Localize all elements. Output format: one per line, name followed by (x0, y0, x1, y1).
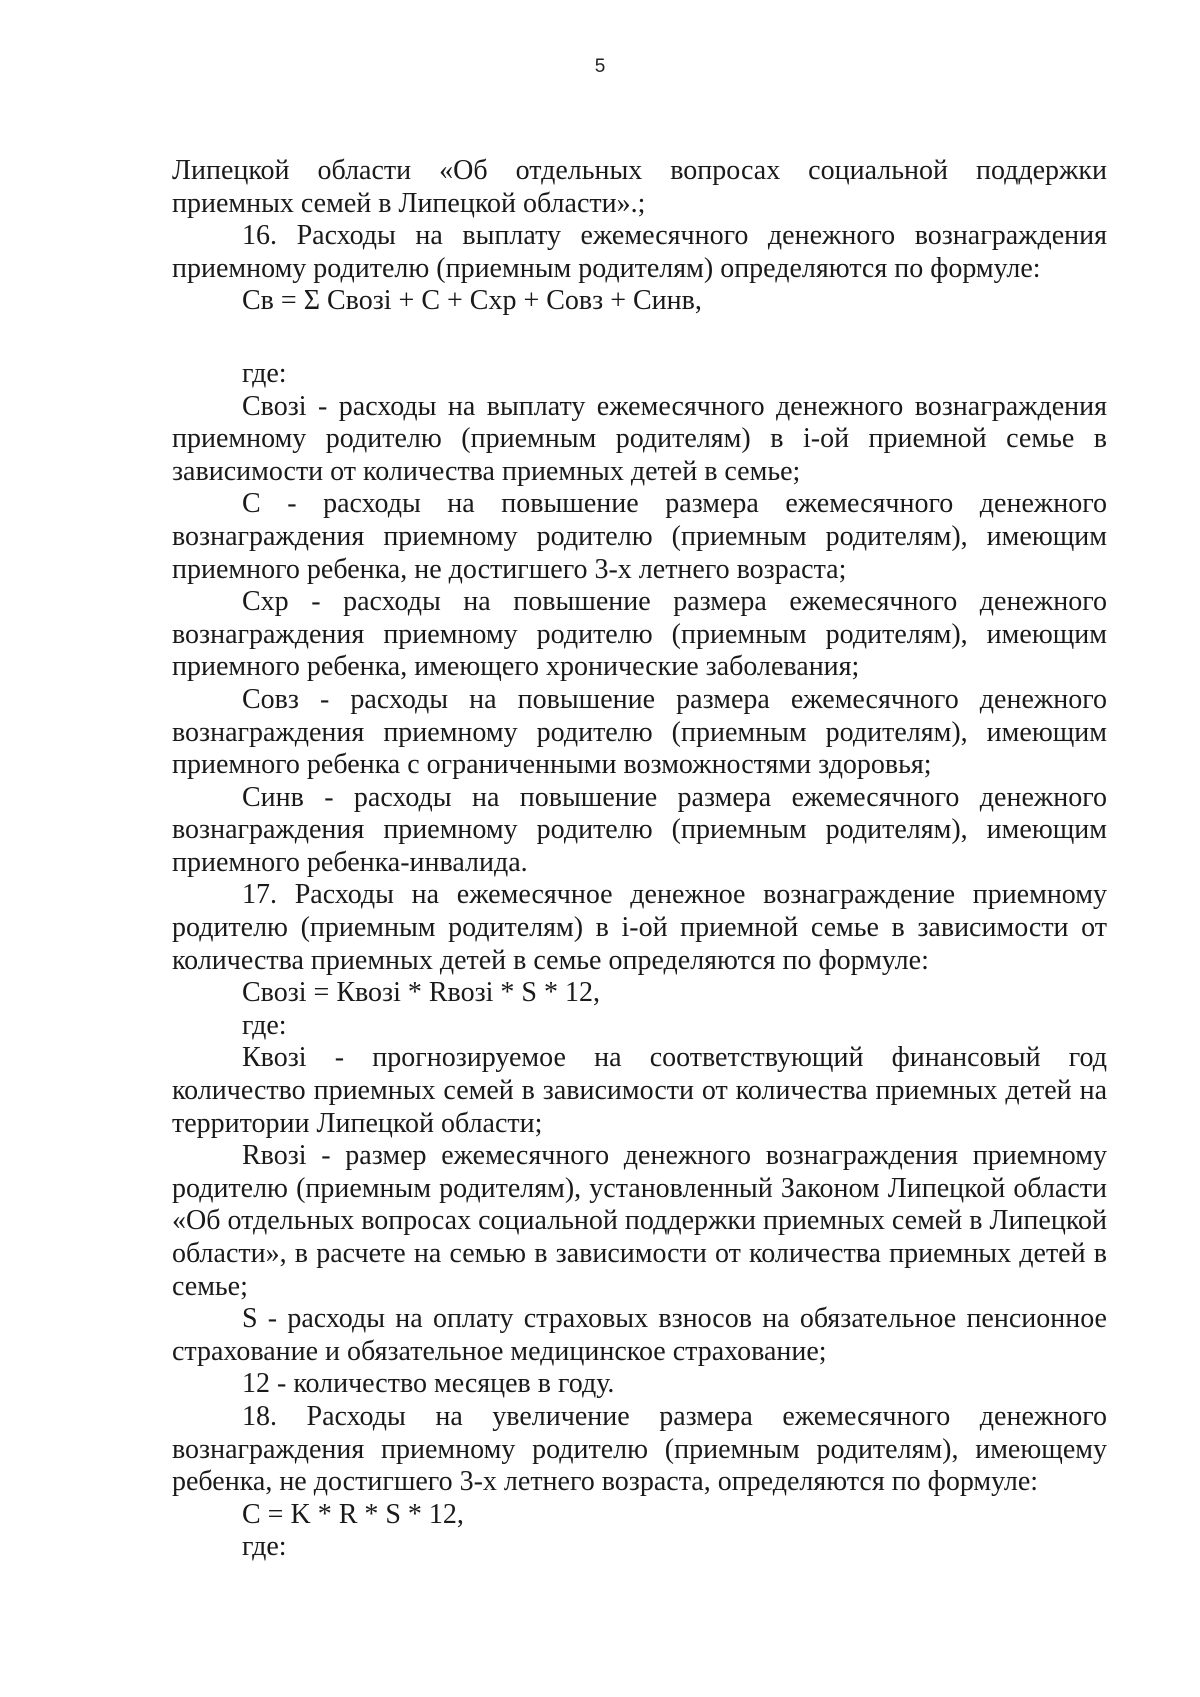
document-body (172, 155, 1107, 1564)
definition-sovz: Совз - расходы на повышение размера ежемесячного денежного вознаграждения приемному родителю (приемным родителям), имеющим приемного ребенка с ограниченными возможностями здоровья; (172, 683, 1107, 781)
vertical-gap (172, 318, 1107, 358)
formula-total: Св = Σ Свозі + С + Схр + Совз + Синв, (242, 285, 702, 317)
formula-svozi: Свозі = Квозі * Rвозі * S * 12, (242, 977, 600, 1009)
paragraph-item-18: 18. Расходы на увеличение размера ежемесячного денежного вознаграждения приемному родителю (приемным родителям), имеющему ребенка, не достигшего 3-х летнего возраста, определяются по формуле: (172, 1400, 1107, 1498)
definition-c: С - расходы на повышение размера ежемесячного денежного вознаграждения приемному родителю (приемным родителям), имеющим приемного ребенка, не достигшего 3-х летнего возраста; (172, 488, 1107, 585)
formula-c: С = K * R * S * 12, (242, 1498, 464, 1530)
paragraph-item-16: 16. Расходы на выплату ежемесячного денежного вознаграждения приемному родителю (приемным родителям) определяются по формуле: (172, 220, 1107, 284)
where-label: где: (242, 357, 287, 389)
definition-chr: Схр - расходы на повышение размера ежемесячного денежного вознаграждения приемному родителю (приемным родителям), имеющим приемного ребенка, имеющего хронические заболевания; (172, 586, 1107, 683)
paragraph-item-17: 17. Расходы на ежемесячное денежное вознаграждение приемному родителю (приемным родителям) в і-ой приемной семье в зависимости от количества приемных детей в семье определяются по формуле: (172, 879, 1107, 976)
definition-rvozi: Rвозі - размер ежемесячного денежного вознаграждения приемному родителю (приемным родителям), установленный Законом Липецкой области «Об отдельных вопросах социальной поддержки приемных семей в Липецкой области», в расчете на семью в зависимости от количества приемных детей в семье; (172, 1140, 1107, 1302)
definition-sinv: Синв - расходы на повышение размера ежемесячного денежного вознаграждения приемному родителю (приемным родителям), имеющим приемного ребенка-инвалида. (172, 781, 1107, 878)
page-number: 5 (594, 56, 606, 77)
definition-s: S - расходы на оплату страховых взносов на обязательное пенсионное страхование и обязательное медицинское страхование; (172, 1303, 1107, 1367)
definition-12: 12 - количество месяцев в году. (242, 1368, 615, 1400)
definition-svozi: Свозі - расходы на выплату ежемесячного денежного вознаграждения приемному родителю (приемным родителям) в і-ой приемной семье в зависимости от количества приемных детей в семье; (172, 390, 1107, 487)
where-label: где: (242, 1009, 287, 1041)
definition-kvozi: Квозі - прогнозируемое на соответствующий финансовый год количество приемных семей в зависимости от количества приемных детей на территории Липецкой области; (172, 1042, 1107, 1139)
where-label: где: (242, 1531, 287, 1563)
paragraph-continuation: Липецкой области «Об отдельных вопросах социальной поддержки приемных семей в Липецкой области».; (172, 155, 1107, 219)
